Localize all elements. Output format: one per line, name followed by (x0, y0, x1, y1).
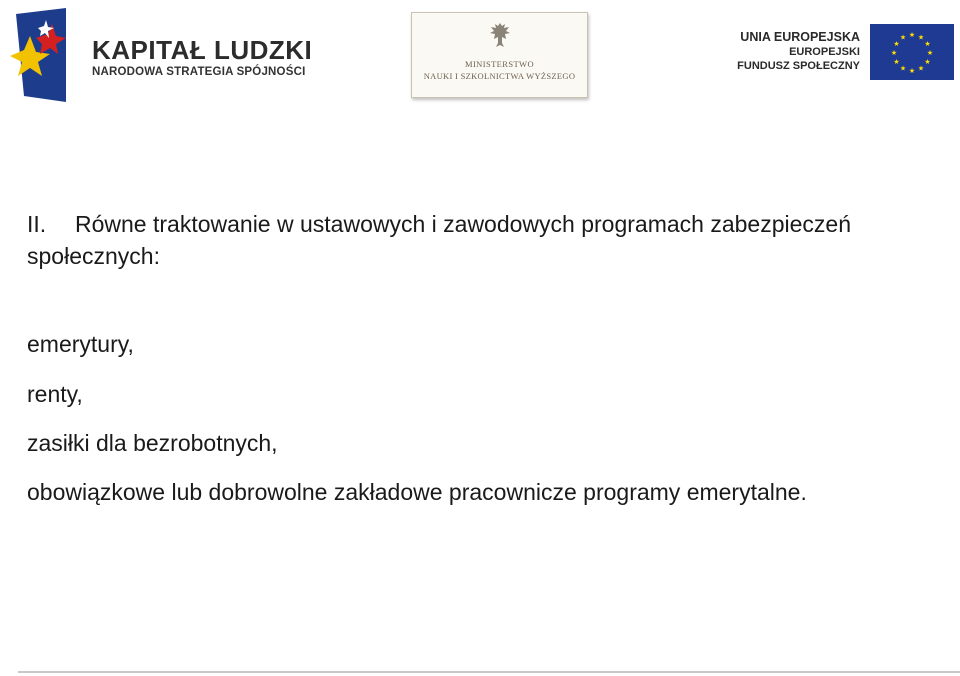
svg-text:★: ★ (924, 40, 931, 48)
heading-number: II. (27, 211, 47, 237)
heading-text: Równe traktowanie w ustawowych i zawodowych programach zabezpieczeń społecznych: (27, 211, 851, 269)
kapital-ludzki-logo (10, 8, 313, 104)
eu-flag-icon (870, 24, 954, 80)
kapital-ludzki-emblem (10, 8, 72, 102)
svg-text:★: ★ (908, 67, 916, 75)
footer-divider (18, 671, 960, 673)
eu-line2: EUROPEJSKI (789, 46, 860, 58)
svg-text:★: ★ (893, 40, 900, 48)
eu-logo (737, 24, 956, 80)
svg-text:★: ★ (917, 33, 925, 42)
slide-content (27, 208, 937, 505)
eu-line3: FUNDUSZ SPOŁECZNY (737, 60, 860, 72)
svg-text:★: ★ (924, 58, 931, 66)
kapital-ludzki-subtitle: NARODOWA STRATEGIA SPÓJNOŚCI (92, 66, 306, 78)
eagle-emblem-icon (488, 21, 512, 49)
svg-text:★: ★ (926, 49, 934, 57)
list-item: obowiązkowe lub dobrowolne zakładowe pracownicze programy emerytalne. (27, 479, 807, 505)
svg-text:★: ★ (893, 58, 900, 66)
slide-heading (27, 208, 937, 272)
kapital-ludzki-title: KAPITAŁ LUDZKI (92, 35, 313, 65)
list-item: renty, (27, 381, 83, 407)
list-item: zasiłki dla bezrobotnych, (27, 430, 278, 456)
list-item: emerytury, (27, 331, 134, 357)
svg-text:★: ★ (908, 31, 916, 39)
svg-text:★: ★ (890, 49, 898, 57)
ministry-logo (411, 12, 588, 98)
ministry-line1: MINISTERSTWO (464, 59, 535, 69)
svg-text:★: ★ (899, 33, 907, 42)
eu-line1: UNIA EUROPEJSKA (740, 30, 860, 44)
svg-text:★: ★ (899, 64, 907, 73)
ministry-line2: NAUKI I SZKOLNICTWA WYŻSZEGO (423, 71, 576, 81)
svg-text:★: ★ (917, 64, 925, 73)
